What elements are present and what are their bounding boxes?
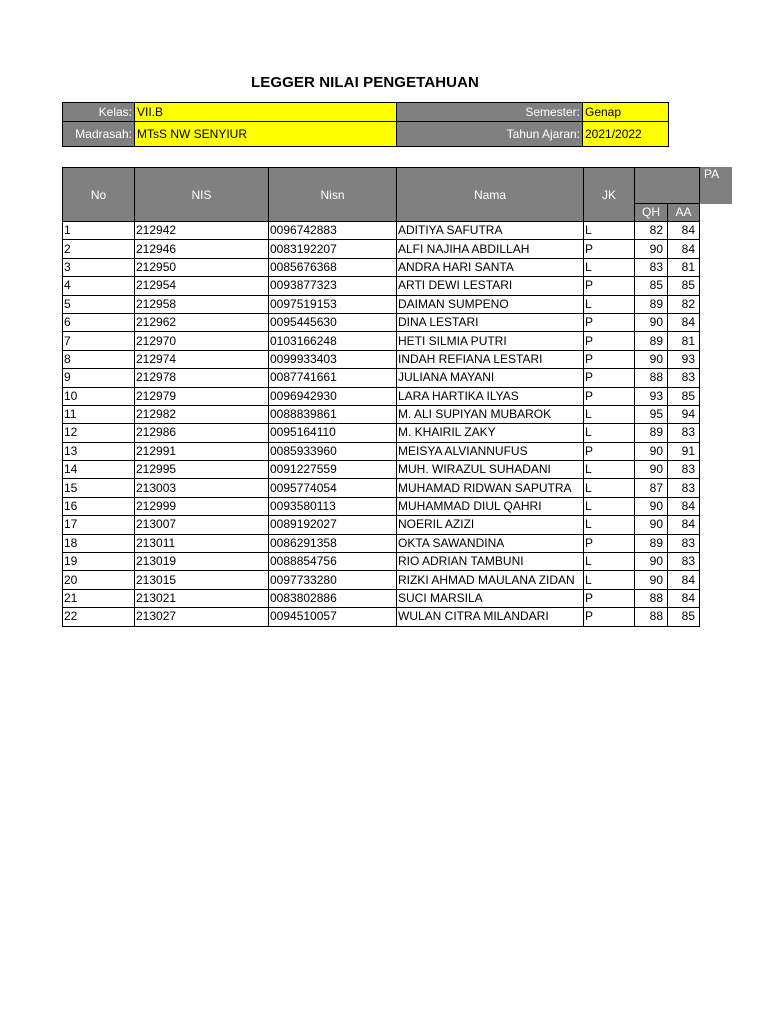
table-row[interactable] [63,608,700,626]
cell-nis[interactable]: 212958 [135,295,269,313]
cell-jk[interactable]: P [584,332,635,350]
cell-nama[interactable]: M. KHAIRIL ZAKY [397,424,584,442]
cell-aa[interactable]: 83 [668,461,700,479]
cell-jk[interactable]: L [584,497,635,515]
cell-aa[interactable]: 81 [668,332,700,350]
cell-nama[interactable]: JULIANA MAYANI [397,369,584,387]
cell-nama[interactable]: SUCI MARSILA [397,589,584,607]
cell-nis[interactable]: 212982 [135,405,269,423]
cell-nis[interactable]: 213019 [135,553,269,571]
cell-no[interactable]: 22 [63,608,135,626]
cell-nis[interactable]: 212942 [135,222,269,240]
cell-no[interactable]: 17 [63,516,135,534]
cell-jk[interactable]: P [584,608,635,626]
cell-qh[interactable]: 90 [635,571,668,589]
cell-nis[interactable]: 212970 [135,332,269,350]
cell-jk[interactable]: L [584,516,635,534]
cell-jk[interactable]: P [584,350,635,368]
cell-qh[interactable]: 88 [635,608,668,626]
kelas-value[interactable]: VII.B [135,103,397,122]
cell-nama[interactable]: MUH. WIRAZUL SUHADANI [397,461,584,479]
cell-nisn[interactable]: 0096942930 [269,387,397,405]
cell-aa[interactable]: 91 [668,442,700,460]
cell-nis[interactable]: 212995 [135,461,269,479]
cell-nisn[interactable]: 0093580113 [269,497,397,515]
pa-group-header: PA [700,167,732,204]
cell-qh[interactable]: 90 [635,350,668,368]
cell-jk[interactable]: L [584,405,635,423]
cell-nisn[interactable]: 0085933960 [269,442,397,460]
cell-nisn[interactable]: 0099933403 [269,350,397,368]
cell-nama[interactable]: DINA LESTARI [397,313,584,331]
cell-aa[interactable]: 84 [668,313,700,331]
cell-aa[interactable]: 84 [668,571,700,589]
cell-qh[interactable]: 87 [635,479,668,497]
cell-qh[interactable]: 93 [635,387,668,405]
table-row[interactable] [63,405,700,423]
cell-nis[interactable]: 213015 [135,571,269,589]
cell-nis[interactable]: 213007 [135,516,269,534]
cell-nisn[interactable]: 0087741661 [269,369,397,387]
cell-nama[interactable]: ANDRA HARI SANTA [397,258,584,276]
table-row[interactable] [63,258,700,276]
cell-nisn[interactable]: 0088854756 [269,553,397,571]
cell-nisn[interactable]: 0095164110 [269,424,397,442]
header-no[interactable]: No [63,168,135,222]
cell-no[interactable]: 16 [63,497,135,515]
cell-qh[interactable]: 83 [635,258,668,276]
table-row[interactable] [63,534,700,552]
cell-aa[interactable]: 81 [668,258,700,276]
cell-no[interactable]: 19 [63,553,135,571]
cell-qh[interactable]: 90 [635,240,668,258]
cell-nama[interactable]: ARTI DEWI LESTARI [397,277,584,295]
semester-label: Semester: [397,103,583,122]
cell-nisn[interactable]: 0097733280 [269,571,397,589]
cell-qh[interactable]: 89 [635,534,668,552]
cell-no[interactable]: 12 [63,424,135,442]
cell-no[interactable]: 4 [63,277,135,295]
cell-no[interactable]: 9 [63,369,135,387]
cell-qh[interactable]: 90 [635,553,668,571]
header-aa[interactable]: AA [668,204,700,222]
cell-qh[interactable]: 89 [635,424,668,442]
madrasah-label: Madrasah: [63,122,135,147]
cell-nama[interactable]: ADITIYA SAFUTRA [397,222,584,240]
cell-jk[interactable]: P [584,534,635,552]
header-jk[interactable]: JK [584,168,635,222]
tahun-ajaran-label: Tahun Ajaran: [397,122,583,147]
cell-jk[interactable]: L [584,479,635,497]
cell-qh[interactable]: 90 [635,497,668,515]
cell-nama[interactable]: HETI SILMIA PUTRI [397,332,584,350]
cell-aa[interactable]: 84 [668,516,700,534]
cell-nama[interactable]: WULAN CITRA MILANDARI [397,608,584,626]
cell-nama[interactable]: LARA HARTIKA ILYAS [397,387,584,405]
cell-nisn[interactable]: 0096742883 [269,222,397,240]
cell-nis[interactable]: 213003 [135,479,269,497]
cell-qh[interactable]: 90 [635,442,668,460]
cell-qh[interactable]: 89 [635,295,668,313]
cell-jk[interactable]: L [584,461,635,479]
cell-aa[interactable]: 84 [668,589,700,607]
cell-jk[interactable]: P [584,277,635,295]
cell-aa[interactable]: 83 [668,534,700,552]
cell-no[interactable]: 3 [63,258,135,276]
cell-qh[interactable]: 85 [635,277,668,295]
cell-no[interactable]: 15 [63,479,135,497]
cell-aa[interactable]: 82 [668,295,700,313]
semester-value[interactable]: Genap [583,103,669,122]
cell-no[interactable]: 20 [63,571,135,589]
cell-nisn[interactable]: 0103166248 [269,332,397,350]
cell-no[interactable]: 10 [63,387,135,405]
cell-nama[interactable]: MUHAMAD RIDWAN SAPUTRA [397,479,584,497]
cell-qh[interactable]: 89 [635,332,668,350]
cell-nisn[interactable]: 0094510057 [269,608,397,626]
cell-nis[interactable]: 212974 [135,350,269,368]
table-row[interactable] [63,571,700,589]
table-row[interactable] [63,350,700,368]
info-block [62,102,669,147]
table-row[interactable] [63,295,700,313]
cell-jk[interactable]: L [584,571,635,589]
cell-nis[interactable]: 212946 [135,240,269,258]
table-row[interactable] [63,479,700,497]
cell-nisn[interactable]: 0089192027 [269,516,397,534]
cell-jk[interactable]: P [584,369,635,387]
madrasah-value[interactable]: MTsS NW SENYIUR [135,122,397,147]
cell-aa[interactable]: 83 [668,479,700,497]
kelas-label: Kelas: [63,103,135,122]
cell-qh[interactable]: 90 [635,516,668,534]
cell-jk[interactable]: L [584,424,635,442]
header-nis[interactable]: NIS [135,168,269,222]
cell-aa[interactable]: 84 [668,222,700,240]
cell-no[interactable]: 13 [63,442,135,460]
table-row[interactable] [63,424,700,442]
cell-nama[interactable]: OKTA SAWANDINA [397,534,584,552]
cell-nis[interactable]: 212991 [135,442,269,460]
cell-nis[interactable]: 213011 [135,534,269,552]
cell-nama[interactable]: RIZKI AHMAD MAULANA ZIDAN [397,571,584,589]
cell-nama[interactable]: DAIMAN SUMPENO [397,295,584,313]
table-row[interactable] [63,461,700,479]
table-row[interactable] [63,442,700,460]
cell-qh[interactable]: 90 [635,313,668,331]
cell-qh[interactable]: 88 [635,369,668,387]
cell-nis[interactable]: 212962 [135,313,269,331]
cell-jk[interactable]: P [584,240,635,258]
cell-nisn[interactable]: 0083802886 [269,589,397,607]
cell-nisn[interactable]: 0097519153 [269,295,397,313]
cell-jk[interactable]: P [584,387,635,405]
cell-nis[interactable]: 212978 [135,369,269,387]
cell-jk[interactable]: P [584,442,635,460]
table-row[interactable] [63,240,700,258]
cell-qh[interactable]: 82 [635,222,668,240]
table-row[interactable] [63,497,700,515]
table-row[interactable] [63,516,700,534]
cell-nama[interactable]: MUHAMMAD DIUL QAHRI [397,497,584,515]
cell-jk[interactable]: L [584,222,635,240]
cell-nama[interactable]: MEISYA ALVIANNUFUS [397,442,584,460]
table-row[interactable] [63,553,700,571]
cell-nis[interactable]: 213027 [135,608,269,626]
cell-nama[interactable]: INDAH REFIANA LESTARI [397,350,584,368]
cell-aa[interactable]: 85 [668,387,700,405]
cell-nisn[interactable]: 0085676368 [269,258,397,276]
cell-no[interactable]: 8 [63,350,135,368]
cell-nisn[interactable]: 0083192207 [269,240,397,258]
cell-qh[interactable]: 95 [635,405,668,423]
header-group-spacer [635,168,700,204]
table-row[interactable] [63,369,700,387]
cell-jk[interactable]: L [584,295,635,313]
cell-no[interactable]: 7 [63,332,135,350]
table-row[interactable] [63,222,700,240]
page-title: LEGGER NILAI PENGETAHUAN [251,74,479,91]
cell-no[interactable]: 18 [63,534,135,552]
table-row[interactable] [63,387,700,405]
cell-no[interactable]: 21 [63,589,135,607]
cell-nama[interactable]: M. ALI SUPIYAN MUBAROK [397,405,584,423]
cell-nama[interactable]: ALFI NAJIHA ABDILLAH [397,240,584,258]
cell-qh[interactable]: 90 [635,461,668,479]
table-row[interactable] [63,277,700,295]
cell-aa[interactable]: 84 [668,497,700,515]
cell-qh[interactable]: 88 [635,589,668,607]
cell-nis[interactable]: 212986 [135,424,269,442]
cell-aa[interactable]: 84 [668,240,700,258]
cell-nis[interactable]: 212950 [135,258,269,276]
cell-jk[interactable]: P [584,313,635,331]
cell-jk[interactable]: L [584,553,635,571]
table-row[interactable] [63,313,700,331]
header-nisn[interactable]: Nisn [269,168,397,222]
cell-nis[interactable]: 213021 [135,589,269,607]
cell-no[interactable]: 6 [63,313,135,331]
cell-nis[interactable]: 212979 [135,387,269,405]
cell-no[interactable]: 11 [63,405,135,423]
cell-jk[interactable]: P [584,589,635,607]
cell-nisn[interactable]: 0095774054 [269,479,397,497]
cell-jk[interactable]: L [584,258,635,276]
cell-nama[interactable]: NOERIL AZIZI [397,516,584,534]
cell-aa[interactable]: 85 [668,277,700,295]
cell-no[interactable]: 1 [63,222,135,240]
cell-aa[interactable]: 85 [668,608,700,626]
table-row[interactable] [63,332,700,350]
cell-nisn[interactable]: 0086291358 [269,534,397,552]
header-nama[interactable]: Nama [397,168,584,222]
cell-nama[interactable]: RIO ADRIAN TAMBUNI [397,553,584,571]
cell-aa[interactable]: 83 [668,553,700,571]
header-qh[interactable]: QH [635,204,668,222]
grades-table [62,167,700,627]
cell-aa[interactable]: 83 [668,424,700,442]
cell-nisn[interactable]: 0088839861 [269,405,397,423]
cell-no[interactable]: 14 [63,461,135,479]
cell-nis[interactable]: 212954 [135,277,269,295]
cell-nisn[interactable]: 0093877323 [269,277,397,295]
cell-aa[interactable]: 93 [668,350,700,368]
cell-nisn[interactable]: 0095445630 [269,313,397,331]
cell-nisn[interactable]: 0091227559 [269,461,397,479]
tahun-ajaran-value[interactable]: 2021/2022 [583,122,669,147]
cell-aa[interactable]: 94 [668,405,700,423]
cell-nis[interactable]: 212999 [135,497,269,515]
cell-no[interactable]: 2 [63,240,135,258]
cell-no[interactable]: 5 [63,295,135,313]
table-row[interactable] [63,589,700,607]
cell-aa[interactable]: 83 [668,369,700,387]
